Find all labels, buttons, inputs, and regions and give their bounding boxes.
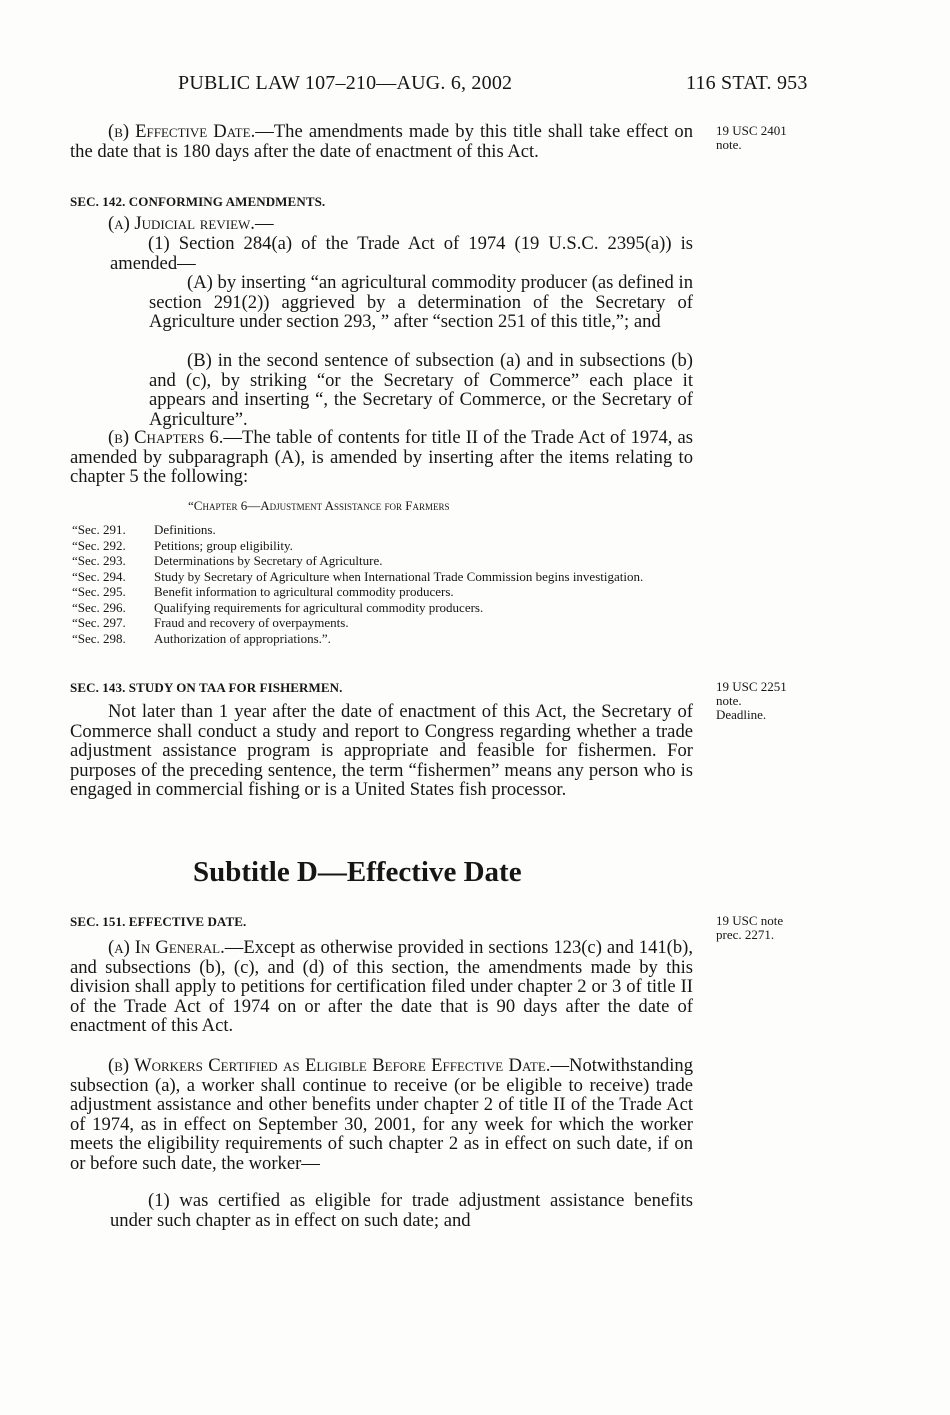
toc-item-label: “Sec. 297. bbox=[72, 615, 126, 630]
toc-item-label: “Sec. 296. bbox=[72, 599, 126, 615]
toc-item-text: Qualifying requirements for agricultural commodity producers. bbox=[154, 599, 484, 615]
toc-list bbox=[72, 522, 697, 646]
sec-142-a-1: (1) Section 284(a) of the Trade Act of 1974 (19 U.S.C. 2395(a)) is amended— bbox=[110, 233, 693, 274]
sec-142-a-1-B: (B) in the second sentence of subsection (a) and in subsections (b) and (c), by striking “or the Secretary of Commerce” each place it appears and inserting “, the Secretary of Commerce, or the Secretary of Agriculture”. bbox=[149, 350, 693, 430]
sec-151-b-1: (1) was certified as eligible for trade adjustment assistance benefits under such chapter as in effect on such date; and bbox=[110, 1190, 693, 1231]
margin-note-1-line2: note. bbox=[716, 137, 742, 152]
toc-item bbox=[72, 600, 697, 616]
sec-142-a bbox=[108, 214, 693, 234]
toc-item-label: “Sec. 292. bbox=[72, 537, 126, 553]
sec-142-b bbox=[70, 428, 693, 487]
running-header-page: 116 STAT. 953 bbox=[686, 72, 808, 94]
margin-note-3-line1: 19 USC note bbox=[716, 913, 784, 928]
para-b-effective-date-label: (b) Effective Date. bbox=[108, 121, 256, 142]
margin-note-2-line2: note. bbox=[716, 693, 742, 708]
sec-143-text: Not later than 1 year after the date of enactment of this Act, the Secretary of Commerce shall conduct a study and report to Congress regarding whether a trade adjustment assistance program is appropriate and feasible for fishermen. For purposes of the preceding sentence, the term “fishermen” means any person who is engaged in commercial fishing or is a United States fish processor. bbox=[70, 701, 693, 801]
sec-142-a-dash: — bbox=[254, 213, 274, 234]
margin-note-1 bbox=[716, 124, 826, 152]
toc-item bbox=[72, 538, 697, 554]
toc-item-label: “Sec. 295. bbox=[72, 584, 126, 599]
sec-151-a-text: —Except as otherwise provided in sections 123(c) and 141(b), and subsections (b), (c), and (d) of this section, the amendments made by this division shall apply to petitions for certification filed under chapter 2 or 3 of title II of the Trade Act of 1974 on or after the date that is 90 days after the date of enactment of this Act. bbox=[70, 937, 693, 1037]
margin-note-2-line3: Deadline. bbox=[716, 707, 767, 722]
margin-note-2 bbox=[716, 680, 826, 722]
toc-item bbox=[72, 631, 697, 647]
toc-item-text: Authorization of appropriations.”. bbox=[154, 630, 331, 646]
running-header-left: PUBLIC LAW 107–210—AUG. 6, 2002 bbox=[178, 72, 513, 94]
toc-item bbox=[72, 553, 697, 569]
margin-note-3-line2: prec. 2271. bbox=[716, 927, 775, 942]
toc-item bbox=[72, 615, 697, 631]
sec-142-b-label: (b) Chapters 6. bbox=[108, 427, 224, 448]
toc-item-text: Fraud and recovery of overpayments. bbox=[154, 615, 349, 630]
margin-note-2-line1: 19 USC 2251 bbox=[716, 679, 787, 694]
sec-151-b-label: (b) Workers Certified as Eligible Before Effective Date. bbox=[108, 1055, 551, 1076]
toc-item bbox=[72, 522, 697, 538]
subtitle-heading: Subtitle D—Effective Date bbox=[193, 856, 522, 888]
toc-item-label: “Sec. 293. bbox=[72, 553, 126, 568]
toc-item-text: Petitions; group eligibility. bbox=[154, 537, 293, 553]
toc-item-text: Definitions. bbox=[154, 522, 216, 537]
margin-note-1-line1: 19 USC 2401 bbox=[716, 123, 787, 138]
sec-151-a-label: (a) In General. bbox=[108, 937, 225, 958]
sec-142-a-1-A: (A) by inserting “an agricultural commodity producer (as defined in section 291(2)) aggrieved by a determination of the Secretary of Agriculture under section 293, ” after “section 251 of this title,”; and bbox=[149, 272, 693, 333]
para-b-effective-date bbox=[70, 122, 693, 161]
toc-item-text: Study by Secretary of Agriculture when International Trade Commission begins investigation. bbox=[154, 568, 644, 584]
toc-item-label: “Sec. 291. bbox=[72, 522, 126, 537]
toc-item-label: “Sec. 298. bbox=[72, 630, 126, 646]
toc-item bbox=[72, 569, 697, 585]
sec-151-a bbox=[70, 938, 693, 1036]
sec-143-heading: SEC. 143. STUDY ON TAA FOR FISHERMEN. bbox=[70, 680, 343, 695]
toc-item-text: Determinations by Secretary of Agriculture. bbox=[154, 553, 383, 568]
sec-142-b-text: —The table of contents for title II of the Trade Act of 1974, as amended by subparagraph (A), is amended by inserting after the items relating to chapter 5 the following: bbox=[70, 427, 693, 488]
para-b-effective-date-text: —The amendments made by this title shall take effect on the date that is 180 days after the date of enactment of this Act. bbox=[70, 121, 693, 162]
sec-142-heading: SEC. 142. CONFORMING AMENDMENTS. bbox=[70, 194, 326, 209]
sec-151-b-text: —Notwithstanding subsection (a), a worker shall continue to receive (or be eligible to receive) trade adjustment assistance and other benefits under chapter 2 of title II of the Trade Act of 1974, as in effect on September 30, 2001, for any week for which the worker meets the eligibility requirements of such chapter 2 as in effect on such date, if on or before such date, the worker— bbox=[70, 1055, 693, 1174]
toc-item bbox=[72, 584, 697, 600]
toc-chapter-heading: “Chapter 6—Adjustment Assistance for Farmers bbox=[188, 498, 450, 513]
sec-151-b bbox=[70, 1056, 693, 1174]
sec-142-a-label: (a) Judicial review. bbox=[108, 213, 255, 234]
toc-item-text: Benefit information to agricultural commodity producers. bbox=[154, 584, 454, 599]
toc-item-label: “Sec. 294. bbox=[72, 568, 126, 584]
margin-note-3 bbox=[716, 914, 826, 942]
sec-151-heading: SEC. 151. EFFECTIVE DATE. bbox=[70, 914, 247, 929]
